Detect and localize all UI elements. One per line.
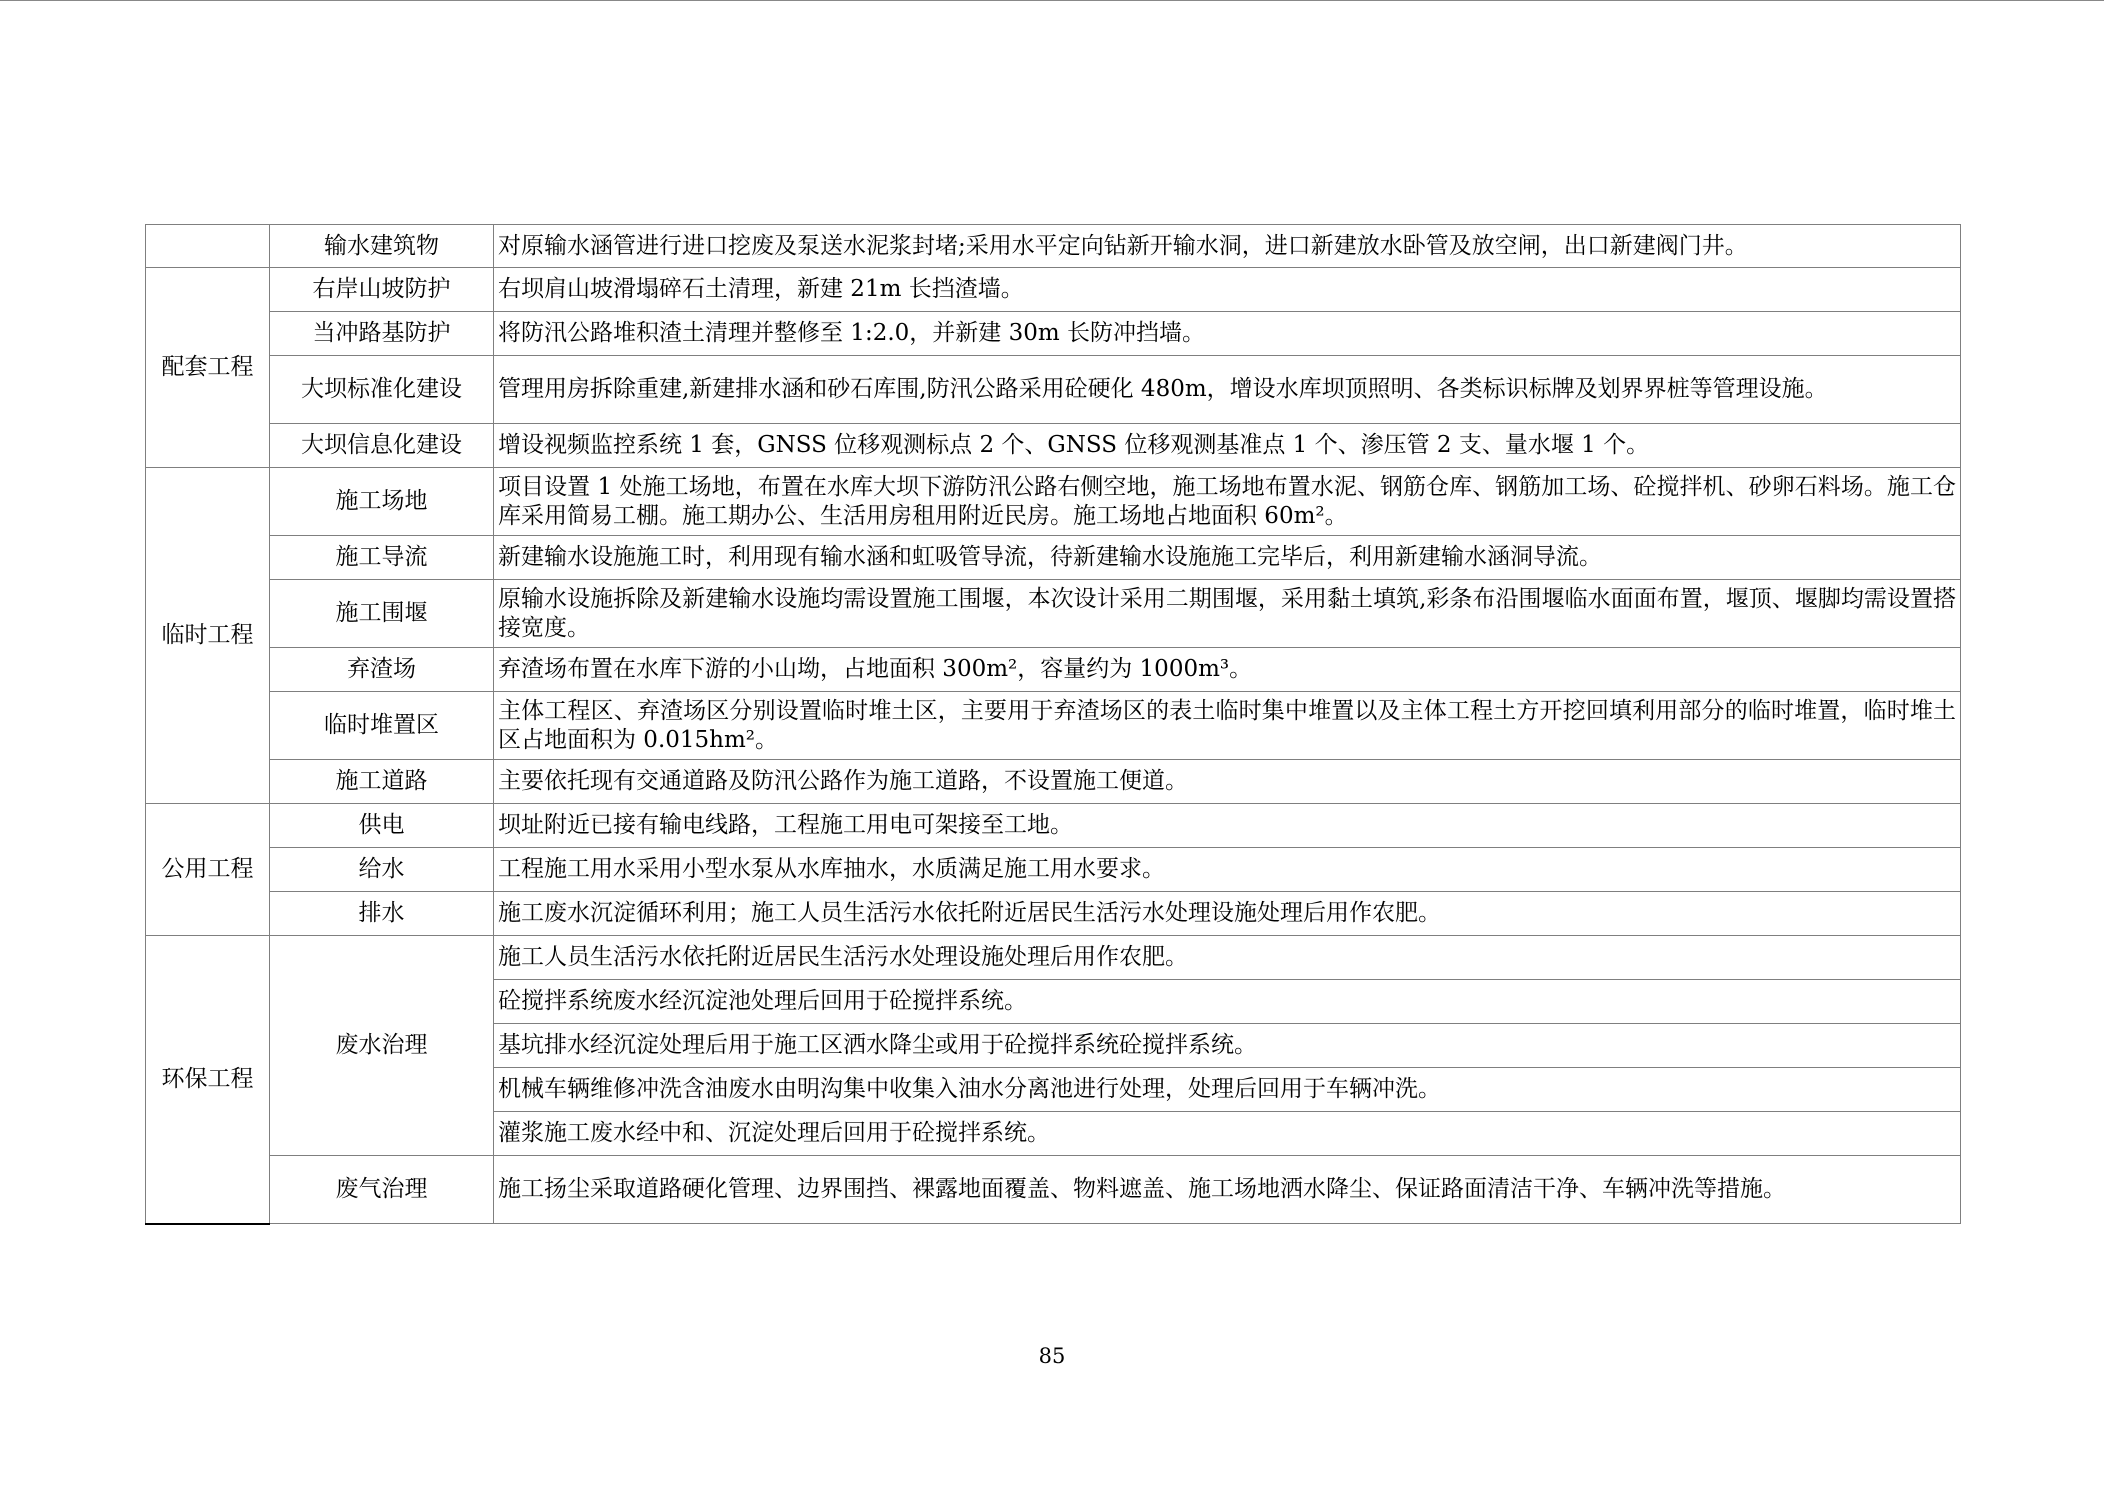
item-description-cell: 施工扬尘采取道路硬化管理、边界围挡、裸露地面覆盖、物料遮盖、施工场地洒水降尘、保证路面清洁干净、车辆冲洗等措施。 bbox=[494, 1156, 1961, 1224]
table-row bbox=[146, 648, 1961, 692]
item-description-cell: 机械车辆维修冲洗含油废水由明沟集中收集入油水分离池进行处理，处理后回用于车辆冲洗。 bbox=[494, 1068, 1961, 1112]
item-description-cell: 工程施工用水采用小型水泵从水库抽水，水质满足施工用水要求。 bbox=[494, 848, 1961, 892]
table-row bbox=[146, 356, 1961, 424]
item-description-cell: 坝址附近已接有输电线路，工程施工用电可架接至工地。 bbox=[494, 804, 1961, 848]
item-name-cell: 施工道路 bbox=[270, 760, 494, 804]
table-row bbox=[146, 1156, 1961, 1224]
item-description-cell: 基坑排水经沉淀处理后用于施工区洒水降尘或用于砼搅拌系统砼搅拌系统。 bbox=[494, 1024, 1961, 1068]
item-description-cell: 新建输水设施施工时，利用现有输水涵和虹吸管导流，待新建输水设施施工完毕后，利用新建输水涵洞导流。 bbox=[494, 536, 1961, 580]
table-row bbox=[146, 536, 1961, 580]
table-row bbox=[146, 424, 1961, 468]
item-name-cell: 施工场地 bbox=[270, 468, 494, 536]
item-name-cell: 供电 bbox=[270, 804, 494, 848]
item-description-cell: 主体工程区、弃渣场区分别设置临时堆土区，主要用于弃渣场区的表土临时集中堆置以及主体工程土方开挖回填利用部分的临时堆置，临时堆土区占地面积为 0.015hm²。 bbox=[494, 692, 1961, 760]
table-row bbox=[146, 468, 1961, 536]
item-description-cell: 砼搅拌系统废水经沉淀池处理后回用于砼搅拌系统。 bbox=[494, 980, 1961, 1024]
item-name-cell: 右岸山坡防护 bbox=[270, 268, 494, 312]
item-name-cell: 排水 bbox=[270, 892, 494, 936]
item-name-cell: 临时堆置区 bbox=[270, 692, 494, 760]
table-row bbox=[146, 936, 1961, 980]
item-name-cell: 废气治理 bbox=[270, 1156, 494, 1224]
project-composition-table bbox=[145, 224, 1961, 1225]
category-cell: 临时工程 bbox=[146, 468, 270, 804]
table-row bbox=[146, 848, 1961, 892]
table-row bbox=[146, 225, 1961, 268]
item-description-cell: 原输水设施拆除及新建输水设施均需设置施工围堰，本次设计采用二期围堰，采用黏土填筑,彩条布沿围堰临水面面布置，堰顶、堰脚均需设置搭接宽度。 bbox=[494, 580, 1961, 648]
category-cell: 环保工程 bbox=[146, 936, 270, 1224]
item-description-cell: 弃渣场布置在水库下游的小山坳，占地面积 300m²，容量约为 1000m³。 bbox=[494, 648, 1961, 692]
item-name-cell: 大坝标准化建设 bbox=[270, 356, 494, 424]
item-name-cell: 给水 bbox=[270, 848, 494, 892]
item-description-cell: 右坝肩山坡滑塌碎石土清理，新建 21m 长挡渣墙。 bbox=[494, 268, 1961, 312]
item-description-cell: 灌浆施工废水经中和、沉淀处理后回用于砼搅拌系统。 bbox=[494, 1112, 1961, 1156]
item-name-cell: 弃渣场 bbox=[270, 648, 494, 692]
item-name-cell: 施工围堰 bbox=[270, 580, 494, 648]
item-description-cell: 施工废水沉淀循环利用；施工人员生活污水依托附近居民生活污水处理设施处理后用作农肥。 bbox=[494, 892, 1961, 936]
table-row bbox=[146, 312, 1961, 356]
item-description-cell: 增设视频监控系统 1 套，GNSS 位移观测标点 2 个、GNSS 位移观测基准点 1 个、渗压管 2 支、量水堰 1 个。 bbox=[494, 424, 1961, 468]
item-description-cell: 对原输水涵管进行进口挖废及泵送水泥浆封堵;采用水平定向钻新开输水洞，进口新建放水卧管及放空闸，出口新建阀门井。 bbox=[494, 225, 1961, 268]
page-top-border bbox=[0, 0, 2104, 1]
table-row bbox=[146, 580, 1961, 648]
item-description-cell: 管理用房拆除重建,新建排水涵和砂石库围,防汛公路采用砼硬化 480m，增设水库坝顶照明、各类标识标牌及划界界桩等管理设施。 bbox=[494, 356, 1961, 424]
item-name-cell: 输水建筑物 bbox=[270, 225, 494, 268]
item-name-cell: 大坝信息化建设 bbox=[270, 424, 494, 468]
item-name-cell: 当冲路基防护 bbox=[270, 312, 494, 356]
item-description-cell: 施工人员生活污水依托附近居民生活污水处理设施处理后用作农肥。 bbox=[494, 936, 1961, 980]
table-row bbox=[146, 804, 1961, 848]
item-description-cell: 项目设置 1 处施工场地，布置在水库大坝下游防汛公路右侧空地，施工场地布置水泥、钢筋仓库、钢筋加工场、砼搅拌机、砂卵石料场。施工仓库采用简易工棚。施工期办公、生活用房租用附近民房。施工场地占地面积 60m²。 bbox=[494, 468, 1961, 536]
table-row bbox=[146, 692, 1961, 760]
page-number: 85 bbox=[1038, 1344, 1066, 1368]
table-row bbox=[146, 892, 1961, 936]
table-row bbox=[146, 760, 1961, 804]
item-name-cell: 废水治理 bbox=[270, 936, 494, 1156]
item-description-cell: 将防汛公路堆积渣土清理并整修至 1:2.0，并新建 30m 长防冲挡墙。 bbox=[494, 312, 1961, 356]
item-description-cell: 主要依托现有交通道路及防汛公路作为施工道路，不设置施工便道。 bbox=[494, 760, 1961, 804]
item-name-cell: 施工导流 bbox=[270, 536, 494, 580]
category-cell: 配套工程 bbox=[146, 268, 270, 468]
category-cell: 公用工程 bbox=[146, 804, 270, 936]
category-cell-empty bbox=[146, 225, 270, 268]
table-row bbox=[146, 268, 1961, 312]
